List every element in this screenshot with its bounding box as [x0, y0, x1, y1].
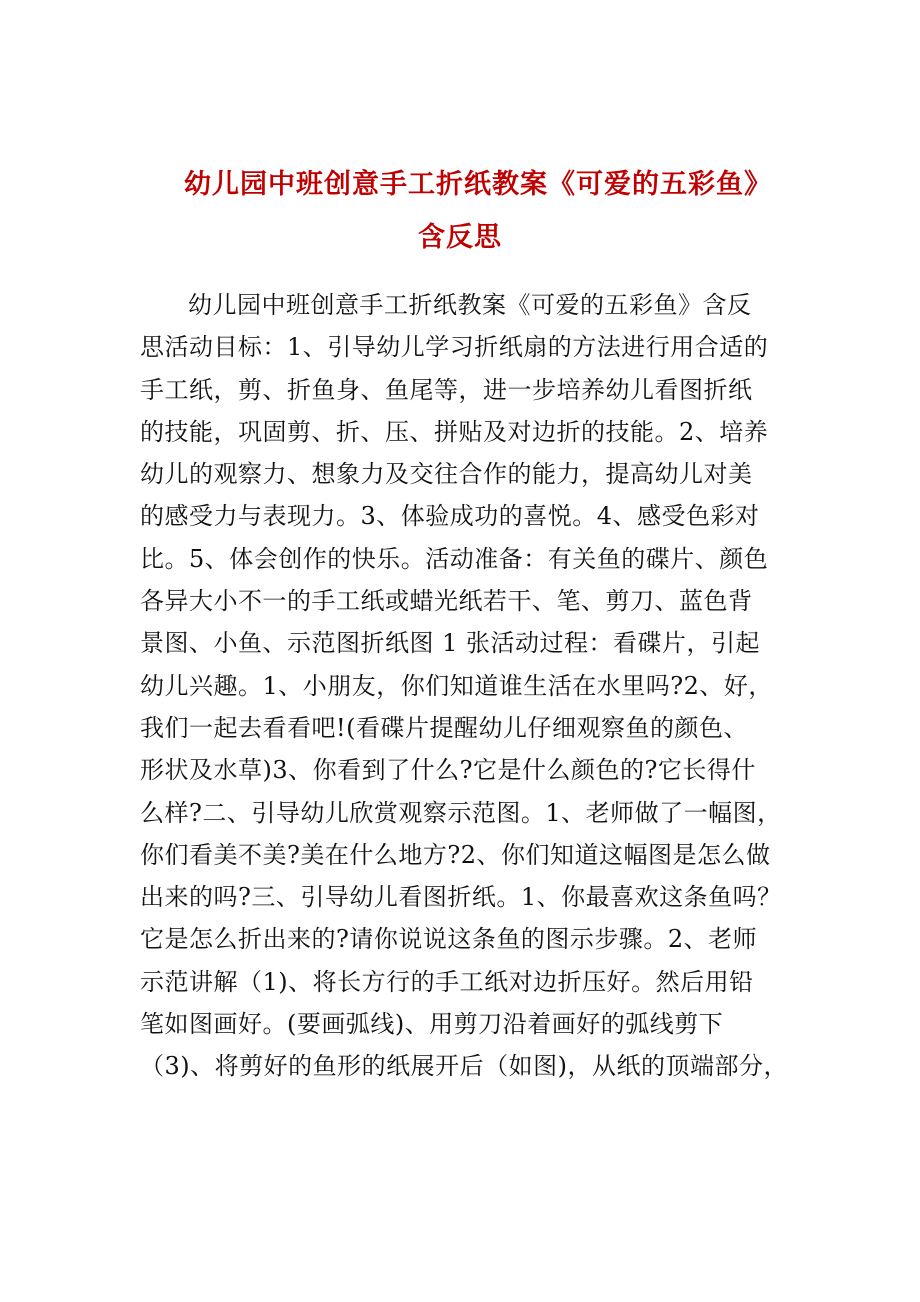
body-line: 它是怎么折出来的?请你说说这条鱼的图示步骤。2、老师 [140, 925, 758, 954]
body-line: 手工纸，剪、折鱼身、鱼尾等，进一步培养幼儿看图折纸 [140, 375, 753, 404]
body-line: 的感受力与表现力。3、体验成功的喜悦。4、感受色彩对 [140, 502, 760, 531]
body-line: （3)、将剪好的鱼形的纸展开后（如图)，从纸的顶端部分， [140, 1052, 788, 1081]
body-line: 幼儿的观察力、想象力及交往合作的能力，提高幼儿对美 [140, 460, 753, 489]
body-line: 幼儿兴趣。1、小朋友，你们知道谁生活在水里吗?2、好， [140, 671, 773, 700]
body-line: 我们一起去看看吧!(看碟片提醒幼儿仔细观察鱼的颜色、 [140, 713, 749, 742]
document-title-line-2: 含反思 [418, 222, 502, 253]
document-title-line-1: 幼儿园中班创意手工折纸教案《可爱的五彩鱼》 [184, 169, 772, 200]
body-line: 各异大小不一的手工纸或蜡光纸若干、笔、剪刀、蓝色背 [140, 587, 753, 616]
body-line: 比。5、体会创作的快乐。活动准备：有关鱼的碟片、颜色 [140, 544, 769, 573]
document-body [140, 284, 800, 1088]
body-line: 出来的吗?三、引导幼儿看图折纸。1、你最喜欢这条鱼吗？ [140, 883, 782, 912]
body-line: 示范讲解（1)、将长方行的手工纸对边折压好。然后用铅 [140, 967, 754, 996]
body-line: 思活动目标：1、引导幼儿学习折纸扇的方法进行用合适的 [140, 333, 769, 362]
body-line: 的技能，巩固剪、折、压、拼贴及对边折的技能。2、培养 [140, 417, 769, 446]
body-line: 景图、小鱼、示范图折纸图 1 张活动过程：看碟片，引起 [140, 629, 761, 658]
body-line: 形状及水草)3、你看到了什么?它是什么颜色的?它长得什 [140, 756, 756, 785]
body-line: 么样?二、引导幼儿欣赏观察示范图。1、老师做了一幅图， [140, 798, 782, 827]
body-line: 笔如图画好。(要画弧线)、用剪刀沿着画好的弧线剪下 [140, 1010, 724, 1039]
body-line: 幼儿园中班创意手工折纸教案《可爱的五彩鱼》含反 [188, 291, 752, 319]
body-line: 你们看美不美?美在什么地方?2、你们知道这幅图是怎么做 [140, 840, 771, 869]
